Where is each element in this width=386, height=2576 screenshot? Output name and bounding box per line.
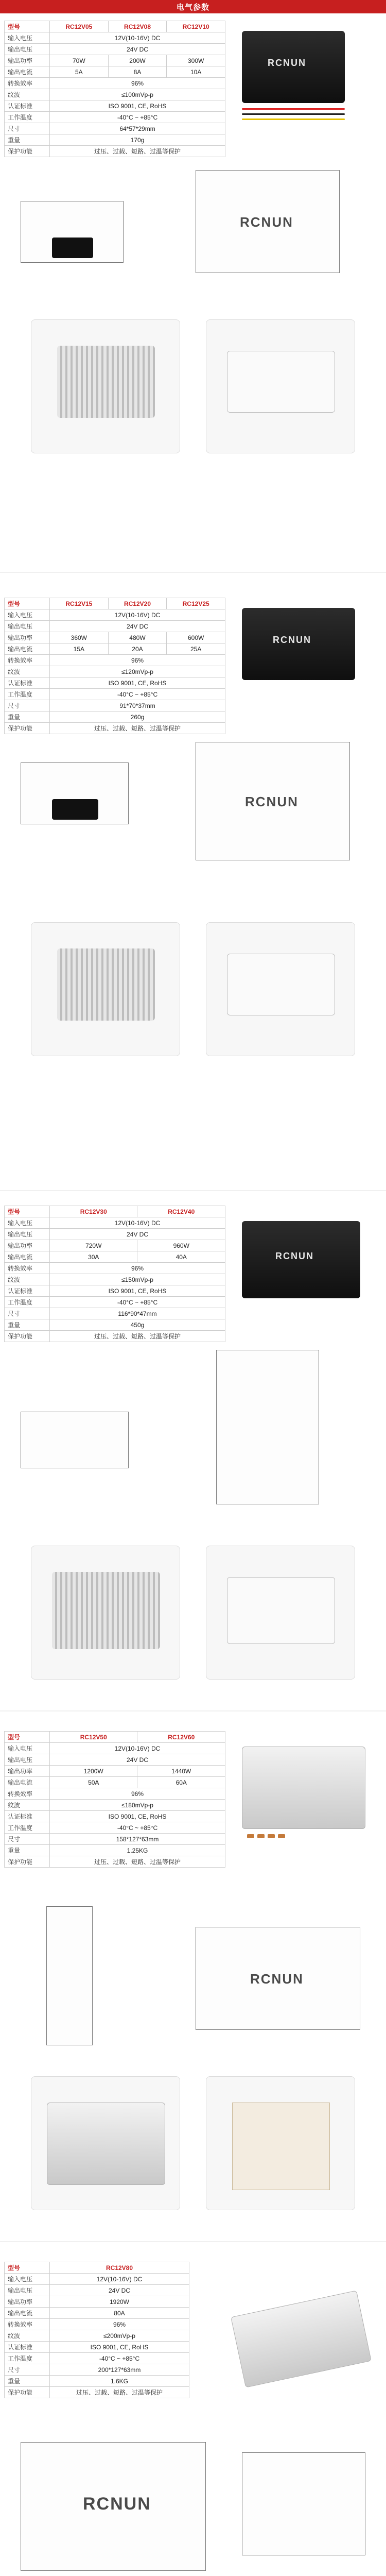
value-current: 8A bbox=[108, 66, 167, 78]
label-size: 尺寸 bbox=[5, 2364, 50, 2376]
brand-logo: RCNUN bbox=[240, 214, 293, 230]
packaging-photo-frame bbox=[206, 2076, 355, 2210]
label-efficiency: 转换效率 bbox=[5, 655, 50, 666]
section-divider bbox=[0, 2241, 386, 2242]
label-certification: 认证标准 bbox=[5, 1811, 50, 1822]
value-ripple: ≤150mVp-p bbox=[50, 1274, 225, 1285]
label-output-voltage: 输出电压 bbox=[5, 1229, 50, 1240]
product-photo-frame bbox=[206, 1546, 355, 1680]
dimension-drawing-top bbox=[196, 742, 350, 860]
value-power: 1200W bbox=[50, 1766, 137, 1777]
value-current: 80A bbox=[50, 2308, 189, 2319]
value-temperature: -40°C ~ +85°C bbox=[50, 1297, 225, 1308]
brand-logo: RCNUN bbox=[268, 58, 306, 68]
spec-table-1 bbox=[4, 21, 225, 157]
label-output-power: 输出功率 bbox=[5, 2296, 50, 2308]
model-cell: RC12V50 bbox=[50, 1732, 137, 1743]
value-input-voltage: 12V(10-16V) DC bbox=[50, 1217, 225, 1229]
product-photo bbox=[57, 346, 155, 418]
label-size: 尺寸 bbox=[5, 1308, 50, 1319]
dimension-drawing-side bbox=[21, 201, 124, 263]
value-power: 720W bbox=[50, 1240, 137, 1251]
label-ripple: 纹波 bbox=[5, 1274, 50, 1285]
label-weight: 重量 bbox=[5, 711, 50, 723]
value-output-voltage: 24V DC bbox=[50, 2285, 189, 2296]
value-ripple: ≤100mVp-p bbox=[50, 89, 225, 100]
spec-table-4 bbox=[4, 1731, 225, 1868]
value-current: 5A bbox=[50, 66, 109, 78]
label-output-current: 输出电流 bbox=[5, 643, 50, 655]
model-cell: RC12V20 bbox=[108, 598, 167, 609]
label-protection: 保护功能 bbox=[5, 1331, 50, 1342]
product-photo bbox=[52, 1572, 160, 1649]
product-photo bbox=[227, 954, 335, 1015]
value-current: 50A bbox=[50, 1777, 137, 1788]
value-certification: ISO 9001, CE, RoHS bbox=[50, 100, 225, 112]
value-temperature: -40°C ~ +85°C bbox=[50, 112, 225, 123]
packaging-photo bbox=[232, 2103, 330, 2190]
label-certification: 认证标准 bbox=[5, 2342, 50, 2353]
value-size: 64*57*29mm bbox=[50, 123, 225, 134]
brand-logo: RCNUN bbox=[245, 794, 299, 809]
value-protection: 过压、过载、短路、过温等保护 bbox=[50, 146, 225, 157]
value-output-voltage: 24V DC bbox=[50, 1754, 225, 1766]
product-photo bbox=[242, 608, 355, 680]
label-output-power: 输出功率 bbox=[5, 1240, 50, 1251]
product-photo bbox=[242, 31, 345, 103]
section-divider bbox=[0, 1190, 386, 1191]
value-weight: 1.6KG bbox=[50, 2376, 189, 2387]
value-output-voltage: 24V DC bbox=[50, 621, 225, 632]
terminal bbox=[257, 1834, 265, 1838]
page-title: 电气参数 bbox=[176, 3, 209, 12]
value-temperature: -40°C ~ +85°C bbox=[50, 689, 225, 700]
value-output-voltage: 24V DC bbox=[50, 1229, 225, 1240]
model-cell: RC12V10 bbox=[167, 21, 225, 32]
label-ripple: 纹波 bbox=[5, 89, 50, 100]
wire-red bbox=[242, 108, 345, 110]
product-photo bbox=[231, 2291, 372, 2388]
label-input-voltage: 输入电压 bbox=[5, 1743, 50, 1754]
value-weight: 260g bbox=[50, 711, 225, 723]
header-bar bbox=[0, 0, 386, 13]
value-size: 91*70*37mm bbox=[50, 700, 225, 711]
value-size: 200*127*63mm bbox=[50, 2364, 189, 2376]
dimension-drawing-top bbox=[196, 170, 340, 273]
model-cell: RC12V40 bbox=[137, 1206, 225, 1217]
label-efficiency: 转换效率 bbox=[5, 2319, 50, 2330]
value-protection: 过压、过载、短路、过温等保护 bbox=[50, 1331, 225, 1342]
product-photo-frame bbox=[31, 1546, 180, 1680]
label-model: 型号 bbox=[5, 598, 50, 609]
label-certification: 认证标准 bbox=[5, 1285, 50, 1297]
brand-logo: RCNUN bbox=[275, 1251, 314, 1261]
label-temperature: 工作温度 bbox=[5, 112, 50, 123]
label-output-power: 输出功率 bbox=[5, 1766, 50, 1777]
value-input-voltage: 12V(10-16V) DC bbox=[50, 2274, 189, 2285]
value-current: 25A bbox=[167, 643, 225, 655]
value-certification: ISO 9001, CE, RoHS bbox=[50, 677, 225, 689]
label-protection: 保护功能 bbox=[5, 1856, 50, 1868]
value-efficiency: 96% bbox=[50, 2319, 189, 2330]
label-model: 型号 bbox=[5, 1206, 50, 1217]
label-output-voltage: 输出电压 bbox=[5, 44, 50, 55]
label-model: 型号 bbox=[5, 2262, 50, 2274]
label-weight: 重量 bbox=[5, 134, 50, 146]
label-protection: 保护功能 bbox=[5, 723, 50, 734]
value-efficiency: 96% bbox=[50, 1263, 225, 1274]
value-protection: 过压、过载、短路、过温等保护 bbox=[50, 1856, 225, 1868]
label-temperature: 工作温度 bbox=[5, 2353, 50, 2364]
value-current: 20A bbox=[108, 643, 167, 655]
dimension-drawing-top bbox=[196, 1927, 360, 2030]
value-power: 480W bbox=[108, 632, 167, 643]
product-photo-frame bbox=[206, 922, 355, 1056]
product-photo bbox=[242, 1747, 365, 1829]
label-ripple: 纹波 bbox=[5, 2330, 50, 2342]
label-size: 尺寸 bbox=[5, 1834, 50, 1845]
value-certification: ISO 9001, CE, RoHS bbox=[50, 1285, 225, 1297]
value-power: 1920W bbox=[50, 2296, 189, 2308]
product-photo bbox=[227, 1577, 335, 1644]
dimension-drawing-top bbox=[216, 1350, 319, 1504]
value-weight: 170g bbox=[50, 134, 225, 146]
value-power: 200W bbox=[108, 55, 167, 66]
value-current: 60A bbox=[137, 1777, 225, 1788]
value-ripple: ≤200mVp-p bbox=[50, 2330, 189, 2342]
value-efficiency: 96% bbox=[50, 655, 225, 666]
value-protection: 过压、过载、短路、过温等保护 bbox=[50, 723, 225, 734]
value-current: 40A bbox=[137, 1251, 225, 1263]
label-protection: 保护功能 bbox=[5, 2387, 50, 2398]
value-size: 158*127*63mm bbox=[50, 1834, 225, 1845]
product-photo-frame bbox=[206, 319, 355, 453]
value-input-voltage: 12V(10-16V) DC bbox=[50, 609, 225, 621]
dimension-drawing-side bbox=[46, 1906, 93, 2045]
value-current: 10A bbox=[167, 66, 225, 78]
terminal bbox=[247, 1834, 254, 1838]
label-temperature: 工作温度 bbox=[5, 689, 50, 700]
label-weight: 重量 bbox=[5, 1845, 50, 1856]
model-cell: RC12V80 bbox=[50, 2262, 189, 2274]
value-power: 1440W bbox=[137, 1766, 225, 1777]
mount-block bbox=[52, 799, 98, 820]
label-output-current: 输出电流 bbox=[5, 1251, 50, 1263]
model-cell: RC12V25 bbox=[167, 598, 225, 609]
model-cell: RC12V30 bbox=[50, 1206, 137, 1217]
terminal bbox=[268, 1834, 275, 1838]
label-ripple: 纹波 bbox=[5, 1800, 50, 1811]
label-input-voltage: 输入电压 bbox=[5, 609, 50, 621]
value-ripple: ≤120mVp-p bbox=[50, 666, 225, 677]
model-cell: RC12V15 bbox=[50, 598, 109, 609]
section-divider bbox=[0, 572, 386, 573]
label-efficiency: 转换效率 bbox=[5, 78, 50, 89]
label-output-power: 输出功率 bbox=[5, 55, 50, 66]
label-certification: 认证标准 bbox=[5, 677, 50, 689]
label-weight: 重量 bbox=[5, 2376, 50, 2387]
value-size: 116*90*47mm bbox=[50, 1308, 225, 1319]
dimension-drawing-side bbox=[21, 762, 129, 824]
product-photo-frame bbox=[31, 319, 180, 453]
value-efficiency: 96% bbox=[50, 1788, 225, 1800]
label-output-current: 输出电流 bbox=[5, 66, 50, 78]
value-weight: 1.25KG bbox=[50, 1845, 225, 1856]
product-photo bbox=[57, 948, 155, 1021]
label-size: 尺寸 bbox=[5, 700, 50, 711]
wire-yellow bbox=[242, 118, 345, 120]
value-ripple: ≤180mVp-p bbox=[50, 1800, 225, 1811]
terminal bbox=[278, 1834, 285, 1838]
label-certification: 认证标准 bbox=[5, 100, 50, 112]
label-protection: 保护功能 bbox=[5, 146, 50, 157]
product-photo bbox=[227, 351, 335, 413]
value-power: 360W bbox=[50, 632, 109, 643]
product-photo-frame bbox=[31, 922, 180, 1056]
value-protection: 过压、过载、短路、过温等保护 bbox=[50, 2387, 189, 2398]
label-input-voltage: 输入电压 bbox=[5, 1217, 50, 1229]
value-temperature: -40°C ~ +85°C bbox=[50, 1822, 225, 1834]
value-power: 960W bbox=[137, 1240, 225, 1251]
label-output-current: 输出电流 bbox=[5, 2308, 50, 2319]
value-temperature: -40°C ~ +85°C bbox=[50, 2353, 189, 2364]
label-weight: 重量 bbox=[5, 1319, 50, 1331]
spec-table-3 bbox=[4, 1206, 225, 1342]
dimension-drawing-side bbox=[21, 1412, 129, 1468]
value-power: 70W bbox=[50, 55, 109, 66]
value-certification: ISO 9001, CE, RoHS bbox=[50, 2342, 189, 2353]
mount-block bbox=[52, 238, 93, 258]
value-input-voltage: 12V(10-16V) DC bbox=[50, 1743, 225, 1754]
product-photo bbox=[242, 1221, 360, 1298]
label-output-voltage: 输出电压 bbox=[5, 1754, 50, 1766]
brand-logo: RCNUN bbox=[250, 1971, 304, 1987]
value-power: 300W bbox=[167, 55, 225, 66]
spec-table-2 bbox=[4, 598, 225, 734]
brand-logo: RCNUN bbox=[83, 2494, 151, 2514]
label-temperature: 工作温度 bbox=[5, 1297, 50, 1308]
spec-table-5 bbox=[4, 2262, 189, 2398]
label-output-current: 输出电流 bbox=[5, 1777, 50, 1788]
label-model: 型号 bbox=[5, 21, 50, 32]
value-certification: ISO 9001, CE, RoHS bbox=[50, 1811, 225, 1822]
label-efficiency: 转换效率 bbox=[5, 1263, 50, 1274]
label-ripple: 纹波 bbox=[5, 666, 50, 677]
label-input-voltage: 输入电压 bbox=[5, 2274, 50, 2285]
label-output-voltage: 输出电压 bbox=[5, 2285, 50, 2296]
section-divider bbox=[0, 1710, 386, 1711]
value-efficiency: 96% bbox=[50, 78, 225, 89]
label-output-voltage: 输出电压 bbox=[5, 621, 50, 632]
product-photo bbox=[47, 2103, 165, 2185]
value-output-voltage: 24V DC bbox=[50, 44, 225, 55]
value-input-voltage: 12V(10-16V) DC bbox=[50, 32, 225, 44]
label-temperature: 工作温度 bbox=[5, 1822, 50, 1834]
dimension-drawing-side bbox=[242, 2452, 365, 2555]
value-current: 15A bbox=[50, 643, 109, 655]
product-photo-frame bbox=[31, 2076, 180, 2210]
brand-logo: RCNUN bbox=[273, 635, 311, 645]
model-cell: RC12V60 bbox=[137, 1732, 225, 1743]
value-current: 30A bbox=[50, 1251, 137, 1263]
model-cell: RC12V08 bbox=[108, 21, 167, 32]
label-efficiency: 转换效率 bbox=[5, 1788, 50, 1800]
model-cell: RC12V05 bbox=[50, 21, 109, 32]
label-input-voltage: 输入电压 bbox=[5, 32, 50, 44]
dimension-drawing-top bbox=[21, 2442, 206, 2571]
label-output-power: 输出功率 bbox=[5, 632, 50, 643]
wire-black bbox=[242, 113, 345, 115]
label-model: 型号 bbox=[5, 1732, 50, 1743]
value-weight: 450g bbox=[50, 1319, 225, 1331]
value-power: 600W bbox=[167, 632, 225, 643]
label-size: 尺寸 bbox=[5, 123, 50, 134]
